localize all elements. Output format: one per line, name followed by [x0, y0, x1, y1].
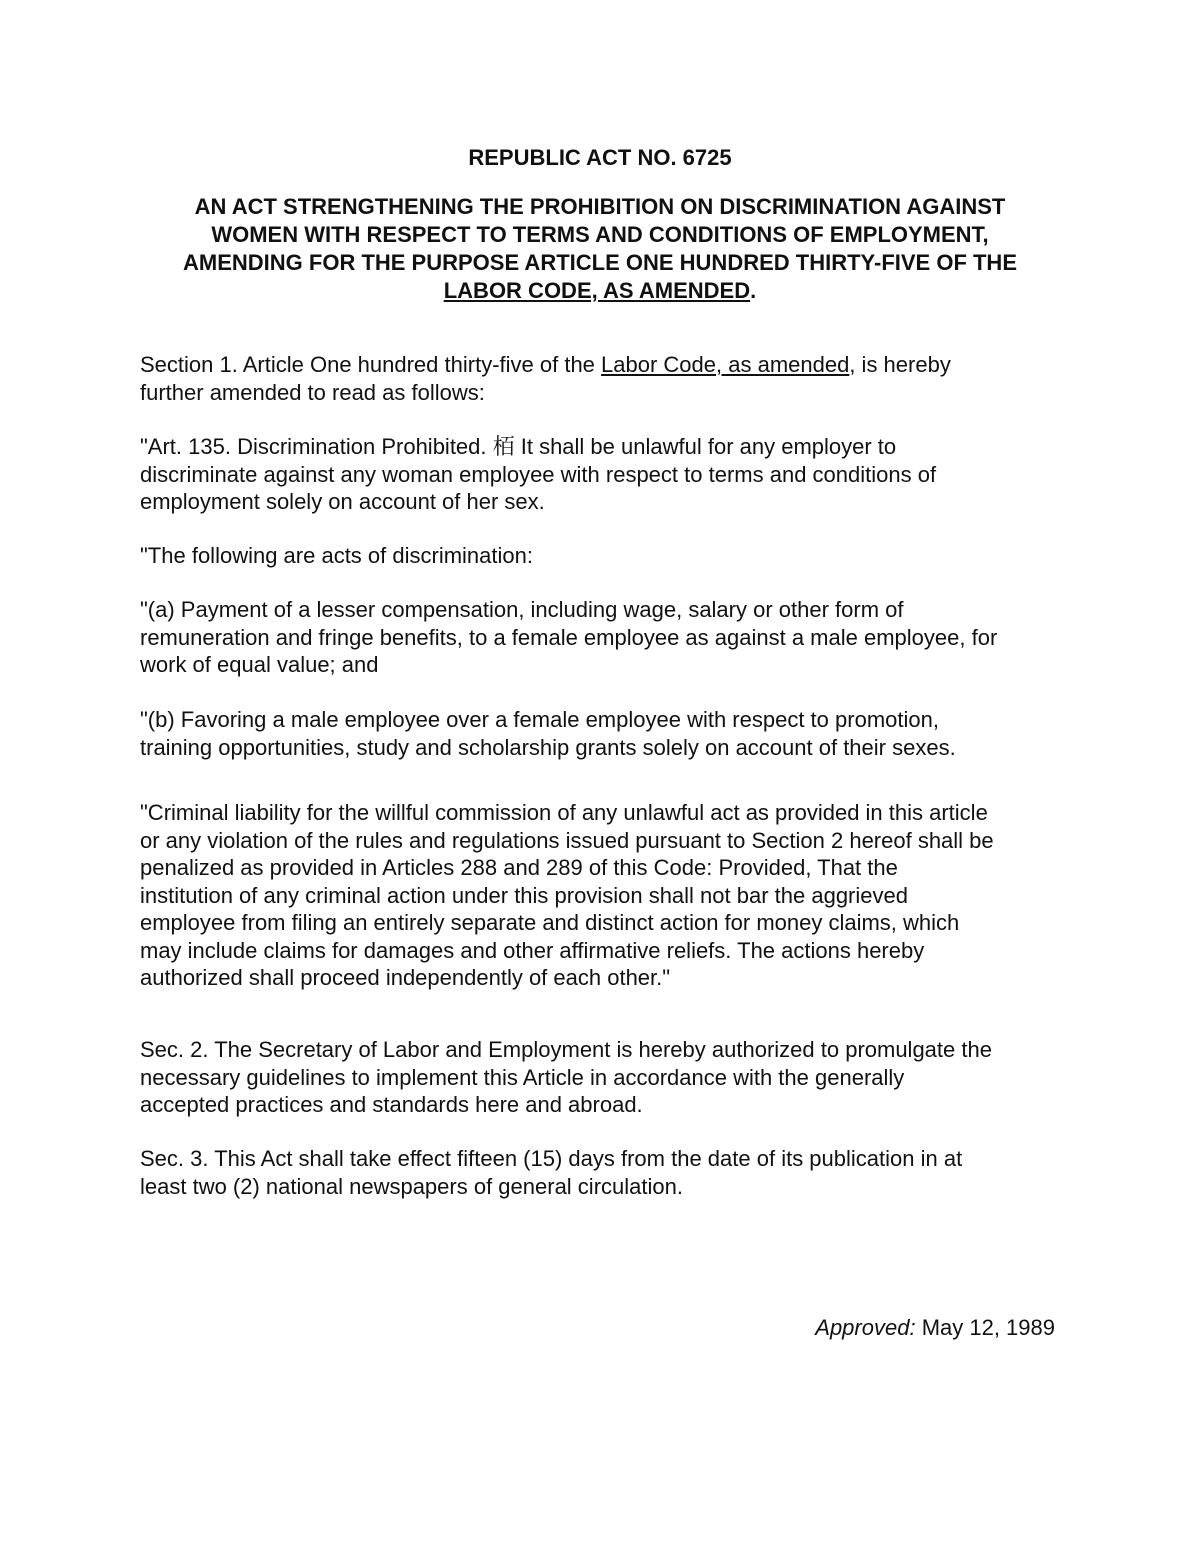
item-a-paragraph — [140, 596, 1070, 679]
item-a-line: "(a) Payment of a lesser compensation, including wage, salary or other form of — [140, 597, 904, 622]
acts-of-discrimination-intro — [140, 542, 1070, 570]
item-b-line: "(b) Favoring a male employee over a female employee with respect to promotion, — [140, 707, 939, 732]
section-3-paragraph — [140, 1145, 1070, 1200]
section-1-prefix: Section 1. Article One hundred thirty-five of the — [140, 352, 602, 377]
labor-code-reference: Labor Code, as amended — [601, 352, 850, 377]
section-3-line: least two (2) national newspapers of general circulation. — [140, 1173, 683, 1199]
section-2-line: Sec. 2. The Secretary of Labor and Employment is hereby authorized to promulgate the — [140, 1037, 992, 1062]
criminal-liability-line: "Criminal liability for the willful commission of any unlawful act as provided in this article — [140, 800, 988, 825]
act-number-text: REPUBLIC ACT NO. 6725 — [468, 145, 732, 170]
section-1-line: further amended to read as follows: — [140, 379, 485, 405]
criminal-liability-paragraph — [140, 799, 1070, 992]
article-135-line: discriminate against any woman employee with respect to terms and conditions of — [140, 461, 937, 487]
act-title-line: WOMEN WITH RESPECT TO TERMS AND CONDITIONS OF EMPLOYMENT, — [211, 222, 989, 247]
section-2-line: necessary guidelines to implement this Article in accordance with the generally — [140, 1064, 905, 1090]
article-135-paragraph — [140, 433, 1070, 516]
criminal-liability-line: or any violation of the rules and regulations issued pursuant to Section 2 hereof shall be — [140, 827, 994, 853]
approval-date: May 12, 1989 — [921, 1315, 1055, 1340]
section-2-paragraph — [140, 1036, 1070, 1119]
article-135-line: "Art. 135. Discrimination Prohibited. 栢 It shall be unlawful for any employer to — [140, 434, 897, 459]
act-title-period: . — [750, 278, 757, 303]
section-3-line: Sec. 3. This Act shall take effect fifteen (15) days from the date of its publication in at — [140, 1146, 963, 1171]
act-number-heading — [140, 144, 1060, 172]
item-a-line: remuneration and fringe benefits, to a female employee as against a male employee, for — [140, 624, 998, 650]
item-a-line: work of equal value; and — [140, 652, 379, 677]
criminal-liability-line: penalized as provided in Articles 288 and 289 of this Code: Provided, That the — [140, 855, 898, 880]
criminal-liability-line: authorized shall proceed independently of each other." — [140, 965, 671, 990]
section-1-line — [140, 351, 1070, 379]
act-title-line: AMENDING FOR THE PURPOSE ARTICLE ONE HUNDRED THIRTY-FIVE OF THE — [183, 250, 1017, 275]
act-title-line: AN ACT STRENGTHENING THE PROHIBITION ON DISCRIMINATION AGAINST — [194, 194, 1006, 219]
item-b-line: training opportunities, study and scholarship grants solely on account of their sexes. — [140, 734, 956, 760]
criminal-liability-line: employee from filing an entirely separate and distinct action for money claims, which — [140, 910, 960, 935]
acts-intro-line: "The following are acts of discrimination: — [140, 543, 533, 568]
act-title-underlined: LABOR CODE, AS AMENDED — [443, 278, 751, 303]
section-1-suffix: , is hereby — [849, 352, 951, 377]
section-2-line: accepted practices and standards here and abroad. — [140, 1092, 643, 1117]
criminal-liability-line: institution of any criminal action under this provision shall not bar the aggrieved — [140, 882, 908, 908]
section-1-paragraph — [140, 351, 1070, 406]
act-title-heading — [140, 193, 1060, 305]
approved-label: Approved: — [815, 1315, 916, 1340]
item-b-paragraph — [140, 706, 1070, 761]
approval-line — [815, 1314, 1055, 1342]
criminal-liability-line: may include claims for damages and other affirmative reliefs. The actions hereby — [140, 937, 925, 963]
act-title-last-line — [140, 277, 1060, 305]
article-135-line: employment solely on account of her sex. — [140, 489, 545, 514]
